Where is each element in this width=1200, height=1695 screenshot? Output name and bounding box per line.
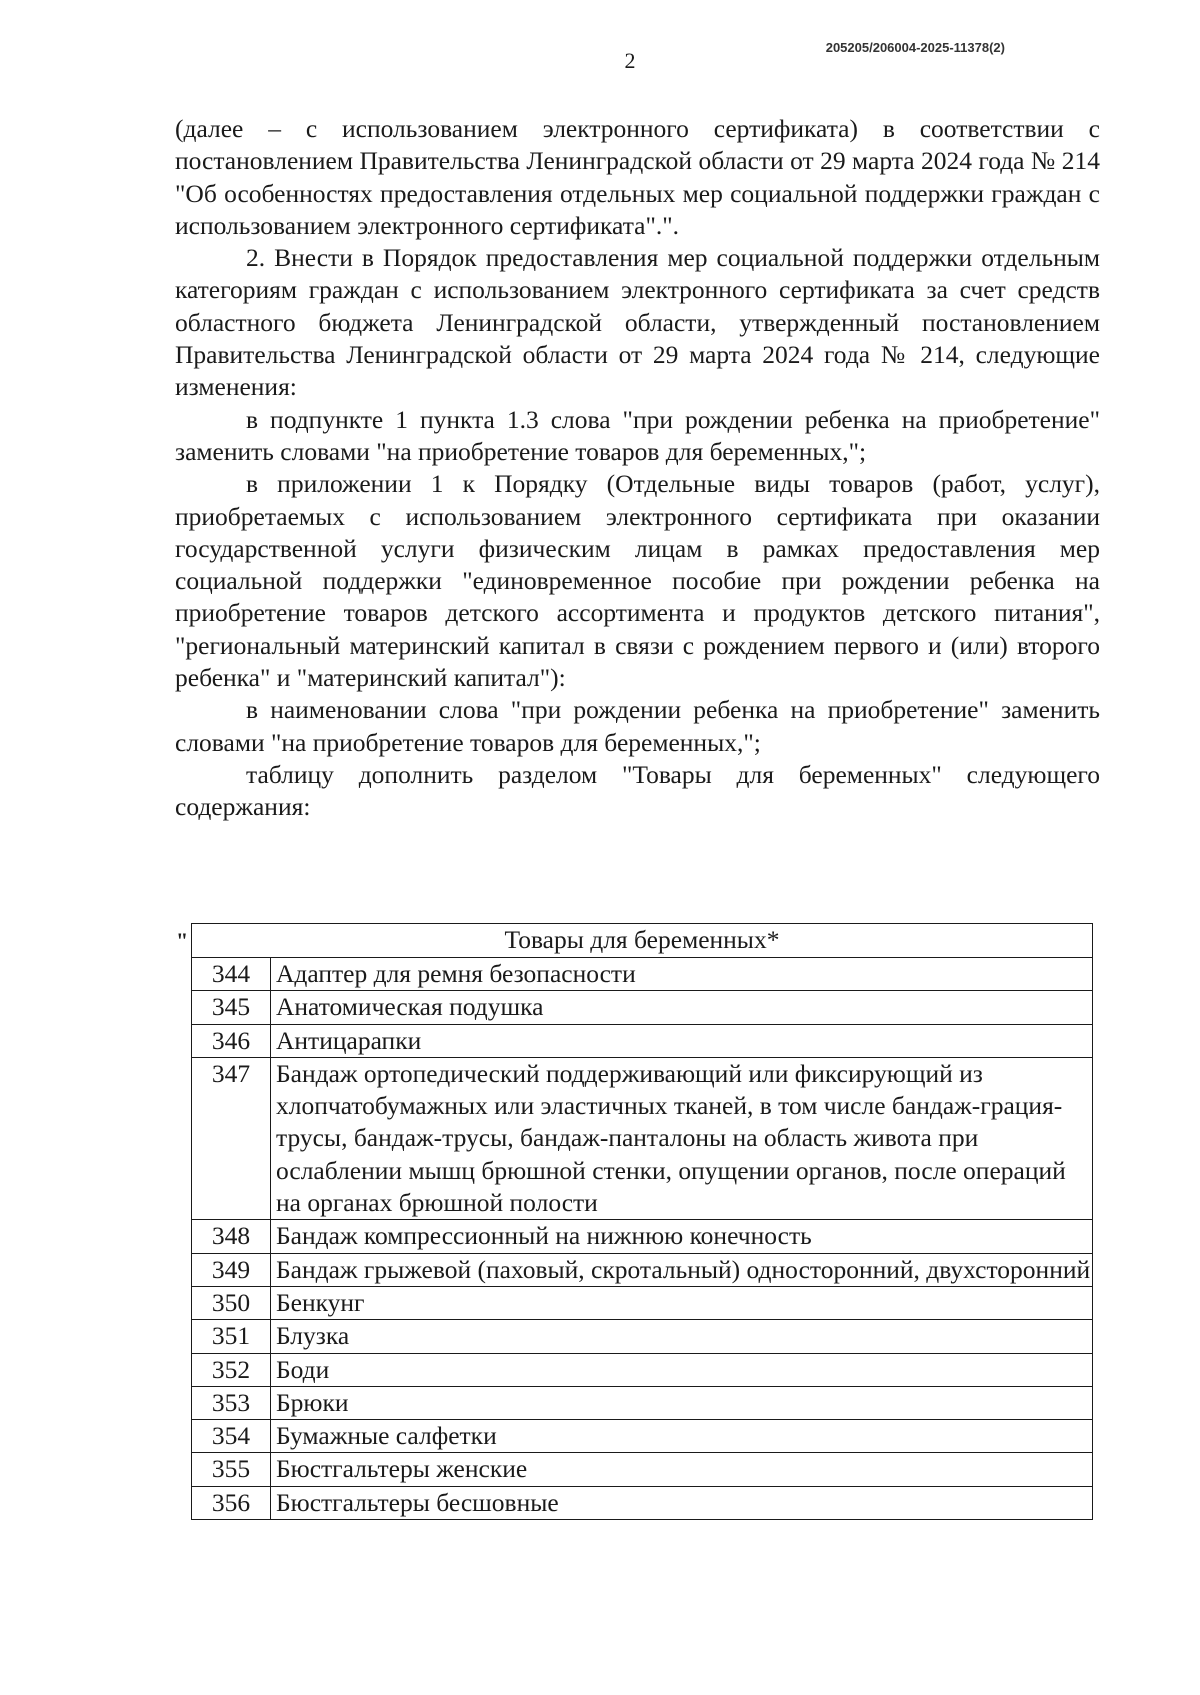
table-row (192, 1286, 1093, 1319)
row-item-name: Анатомическая подушка (271, 991, 1093, 1024)
document-registration-number: 205205/206004-2025-11378(2) (825, 40, 1005, 55)
paragraph-appendix-1: в приложении 1 к Порядку (Отдельные виды товаров (работ, услуг), приобретаемых с использованием электронного сертификата при оказании государственной услуги физическим лицам в рамках предоставления мер социальной поддержки "единовременное пособие при рождении ребенка на приобретение товаров детского ассортимента и продуктов детского питания", "региональный материнский капитал в связи с рождением первого и (или) второго ребенка" и "материнский капитал"): (175, 469, 1100, 693)
row-item-name: Бумажные салфетки (271, 1420, 1093, 1453)
row-number: 356 (192, 1486, 271, 1519)
row-item-name: Бюстгальтеры женские (271, 1453, 1093, 1486)
table-open-quote: " (176, 928, 189, 953)
row-item-name: Бюстгальтеры бесшовные (271, 1486, 1093, 1519)
paragraph-title-change: в наименовании слова "при рождении ребенка на приобретение" заменить словами "на приобретение товаров для беременных,"; (175, 695, 1100, 757)
row-item-name: Бенкунг (271, 1286, 1093, 1319)
table-row (192, 1386, 1093, 1419)
table-body (192, 958, 1093, 1520)
row-number: 354 (192, 1420, 271, 1453)
row-number: 353 (192, 1386, 271, 1419)
paragraph-table-addition: таблицу дополнить разделом "Товары для беременных" следующего содержания: (175, 759, 1100, 822)
table-row (192, 1024, 1093, 1057)
goods-table (191, 923, 1093, 1520)
table-row (192, 1486, 1093, 1519)
table-row (192, 1320, 1093, 1353)
table-section-title: Товары для беременных* (192, 924, 1093, 958)
row-number: 355 (192, 1453, 271, 1486)
table-row (192, 1253, 1093, 1286)
table-row (192, 1353, 1093, 1386)
row-number: 351 (192, 1320, 271, 1353)
table-header-row (192, 924, 1093, 958)
table-row (192, 1453, 1093, 1486)
row-number: 346 (192, 1024, 271, 1057)
page-number: 2 (624, 48, 636, 73)
row-number: 352 (192, 1353, 271, 1386)
document-body (175, 113, 1100, 824)
paragraph-continuation: (далее – с использованием электронного сертификата) в соответствии с постановлением Правительства Ленинградской области от 29 марта 2024 года № 214 "Об особенностях предоставления отдельных мер социальной поддержки граждан с использованием электронного сертификата".". (175, 114, 1100, 240)
row-number: 344 (192, 958, 271, 991)
row-item-name: Адаптер для ремня безопасности (271, 958, 1093, 991)
table-row (192, 958, 1093, 991)
row-item-name: Бандаж ортопедический поддерживающий или фиксирующий из хлопчатобумажных или эластичных тканей, в том числе бандаж-грация-трусы, бандаж-трусы, бандаж-панталоны на область живота при ослаблении мышц брюшной стенки, опущении органов, после операций на органах брюшной полости (271, 1057, 1093, 1219)
paragraph-subitem-1-3: в подпункте 1 пункта 1.3 слова "при рождении ребенка на приобретение" заменить словами "на приобретение товаров для беременных,"; (175, 404, 1100, 466)
table-row (192, 991, 1093, 1024)
row-item-name: Боди (271, 1353, 1093, 1386)
table-row (192, 1057, 1093, 1219)
row-item-name: Брюки (271, 1386, 1093, 1419)
paragraph-item-2: 2. Внести в Порядок предоставления мер социальной поддержки отдельным категориям граждан с использованием электронного сертификата за счет средств областного бюджета Ленинградской области, утвержденный постановлением Правительства Ленинградской области от 29 марта 2024 года № 214, следующие изменения: (175, 243, 1100, 402)
table-row (192, 1220, 1093, 1253)
row-item-name: Бандаж компрессионный на нижнюю конечность (271, 1220, 1093, 1253)
row-number: 348 (192, 1220, 271, 1253)
row-item-name: Блузка (271, 1320, 1093, 1353)
row-number: 347 (192, 1057, 271, 1219)
row-number: 349 (192, 1253, 271, 1286)
row-number: 350 (192, 1286, 271, 1319)
row-number: 345 (192, 991, 271, 1024)
row-item-name: Антицарапки (271, 1024, 1093, 1057)
table-row (192, 1420, 1093, 1453)
row-item-name: Бандаж грыжевой (паховый, скротальный) односторонний, двухсторонний (271, 1253, 1093, 1286)
